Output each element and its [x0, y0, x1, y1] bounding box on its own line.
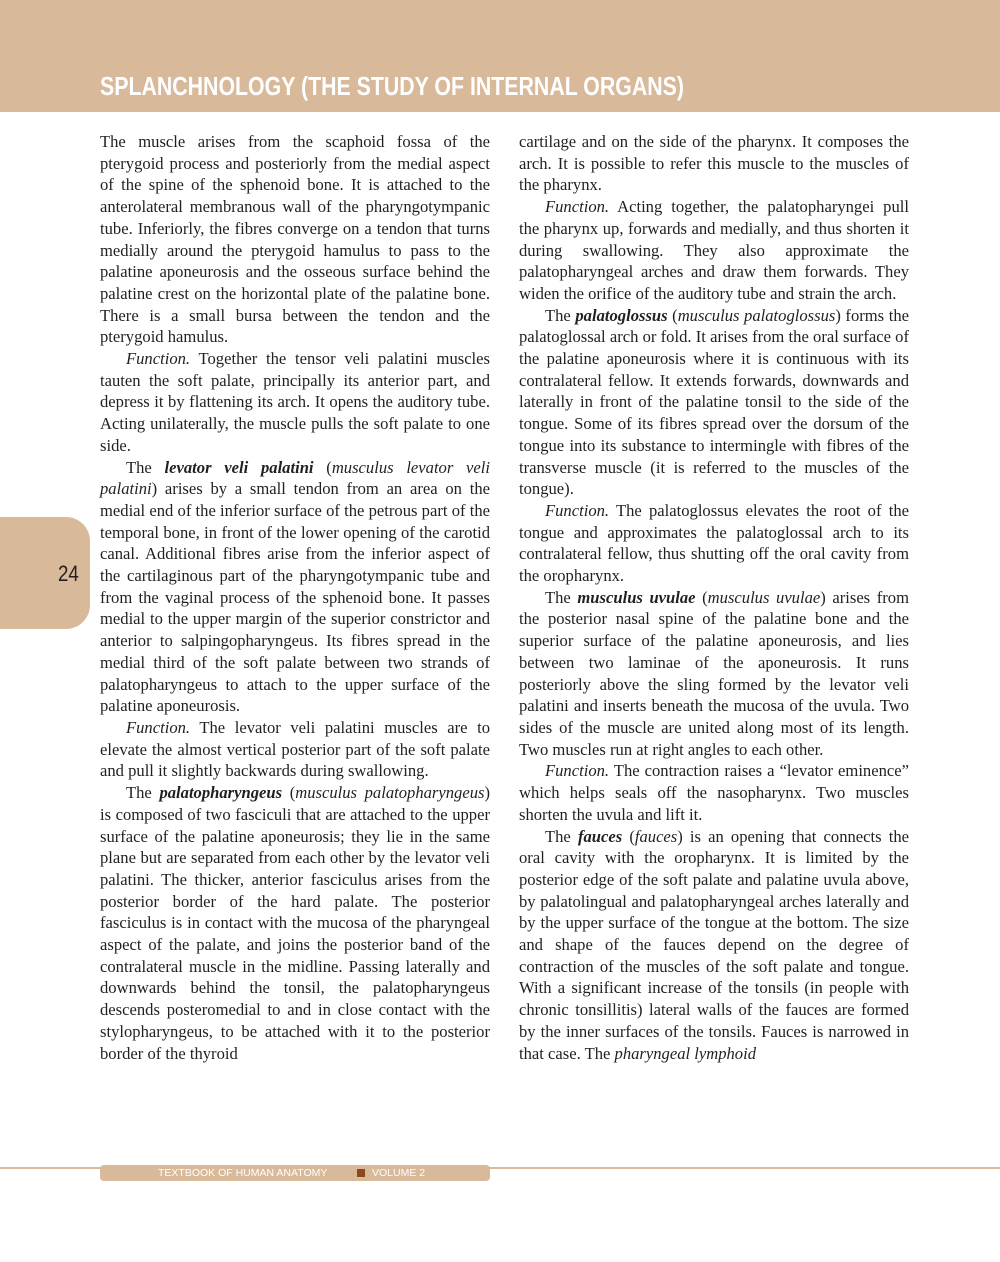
term: levator veli palatini: [164, 457, 314, 477]
term: fauces: [577, 826, 623, 846]
chapter-title: SPLANCHNOLOGY (THE STUDY OF INTERNAL ORGANS): [100, 71, 684, 101]
left-column: [100, 131, 490, 1064]
term: palatopharyngeus: [159, 783, 283, 803]
term: musculus uvulae: [577, 587, 696, 607]
paragraph: The muscle arises from the scaphoid fossa of the pterygoid process and posteriorly from the medial aspect of the spine of the sphenoid bone. It is attached to the anterolateral membranous wall of the pharyngotympanic tube. Inferiorly, the fibres converge on a tendon that turns medially around the pterygoid hamulus to pass to the palatine aponeurosis and the osseous surface behind the palatine crest on the horizontal plate of the palatine bone. There is a small bursa between the tendon and the pterygoid hamulus.: [100, 132, 490, 347]
paragraph: The palatoglossus (musculus palatoglossus) forms the palatoglossal arch or fold. It arises from the oral surface of the palatine aponeurosis where it is continuous with its contralateral fellow. It extends forwards, downwards and laterally in front of the palatine tonsil to the side of the tongue. Some of its fibres spread over the dorsum of the tongue into its substance to intermingle with fibres of the transverse muscle (it is referred to the muscles of the tongue).: [519, 305, 909, 499]
latin-term: musculus palatoglossus: [677, 305, 836, 325]
footer-book-title: TEXTBOOK OF HUMAN ANATOMY: [158, 1167, 328, 1179]
function-label: Function.: [545, 500, 610, 520]
paragraph: The levator veli palatini (musculus levator veli palatini) arises by a small tendon from an area on the medial end of the inferior surface of the petrous part of the temporal bone, in front of the lower opening of the carotid canal. Additional fibres arise from the inferior aspect of the cartilaginous part of the pharyngotympanic tube and from the vaginal process of the sphenoid bone. It passes medial to the upper margin of the superior constrictor and anterior to salpingopharyngeus. Its fibres spread in the medial third of the soft palate between two strands of palatopharyngeus to attach to the upper surface of the palatine aponeurosis.: [100, 457, 491, 716]
function-label: Function.: [545, 761, 610, 781]
page-number: 24: [58, 561, 79, 586]
paragraph: The musculus uvulae (musculus uvulae) arises from the posterior nasal spine of the palatine bone and the superior surface of the palatine aponeurosis, and lies between two laminae of the aponeurosis. It runs posteriorly above the sling formed by the levator veli palatini and inserts beneath the mucosa of the uvula. Two sides of the muscle are united along most of its length. Two muscles run at right angles to each other.: [519, 587, 909, 759]
paragraph: Function. Acting together, the palatopharyngei pull the pharynx up, forwards and medially, and thus shorten it during swallowing. They also approximate the palatopharyngeal arches and draw them forwards. They widen the orifice of the auditory tube and strain the arch.: [519, 197, 909, 303]
paragraph: Function. The palatoglossus elevates the root of the tongue and approximates the palatoglossal arch to its contralateral fellow, thus shutting off the oral cavity from the oropharynx.: [519, 500, 909, 586]
latin-term: fauces: [634, 826, 678, 846]
latin-term: musculus uvulae: [707, 587, 821, 607]
function-label: Function.: [126, 717, 191, 737]
right-column: [519, 131, 909, 1064]
function-label: Function.: [126, 349, 191, 369]
footer-square-icon: [357, 1169, 365, 1177]
footer-volume: VOLUME 2: [372, 1167, 426, 1179]
paragraph: Function. The contraction raises a “levator eminence” which helps seals off the nasopharynx. Two muscles shorten the uvula and lift it.: [519, 761, 909, 824]
paragraph: The palatopharyngeus (musculus palatopharyngeus) is composed of two fasciculi that are attached to the upper surface of the palatine aponeurosis; they lie in the same plane but are separated from each other by the levator veli palatini. The thicker, anterior fasciculus arises from the posterior border of the hard palate. The posterior fasciculus is in contact with the mucosa of the pharyngeal aspect of the palate, and joins the posterior band of the contralateral muscle in the midline. Passing laterally and downwards behind the tonsil, the palatopharyngeus descends posteromedial to and in close contact with the stylopharyngeus, to be attached with it to the posterior border of the thyroid: [100, 783, 490, 1063]
running-footer: [100, 1165, 490, 1181]
paragraph: Function. Together the tensor veli palatini muscles tauten the soft palate, principally its anterior part, and depress it by flattening its arch. It opens the auditory tube. Acting unilaterally, the muscle pulls the soft palate to one side.: [100, 349, 490, 455]
paragraph: Function. The levator veli palatini muscles are to elevate the almost vertical posterior part of the soft palate and pull it slightly backwards during swallowing.: [100, 717, 490, 781]
latin-term: pharyngeal lymphoid: [614, 1043, 757, 1063]
latin-term: musculus palatopharyngeus: [295, 783, 485, 803]
term: palatoglossus: [575, 305, 668, 325]
latin-term: musculus levator veli palatini: [100, 457, 491, 499]
function-label: Function.: [545, 197, 610, 217]
paragraph: The fauces (fauces) is an opening that connects the oral cavity with the oropharynx. It is limited by the posterior edge of the soft palate and palatine uvula above, by palatolingual and palatopharyngeal arches laterally and by the upper surface of the tongue at the bottom. The size and shape of the fauces depend on the degree of contraction of the muscles of the soft palate and tongue. With a significant increase of the tonsils (in people with chronic tonsillitis) lateral walls of the fauces are formed by the inner surfaces of the tonsils. Fauces is narrowed in that case. The pharyngeal lymphoid: [519, 826, 909, 1063]
paragraph: cartilage and on the side of the pharynx. It composes the arch. It is possible to refer this muscle to the muscles of the pharynx.: [519, 132, 909, 195]
